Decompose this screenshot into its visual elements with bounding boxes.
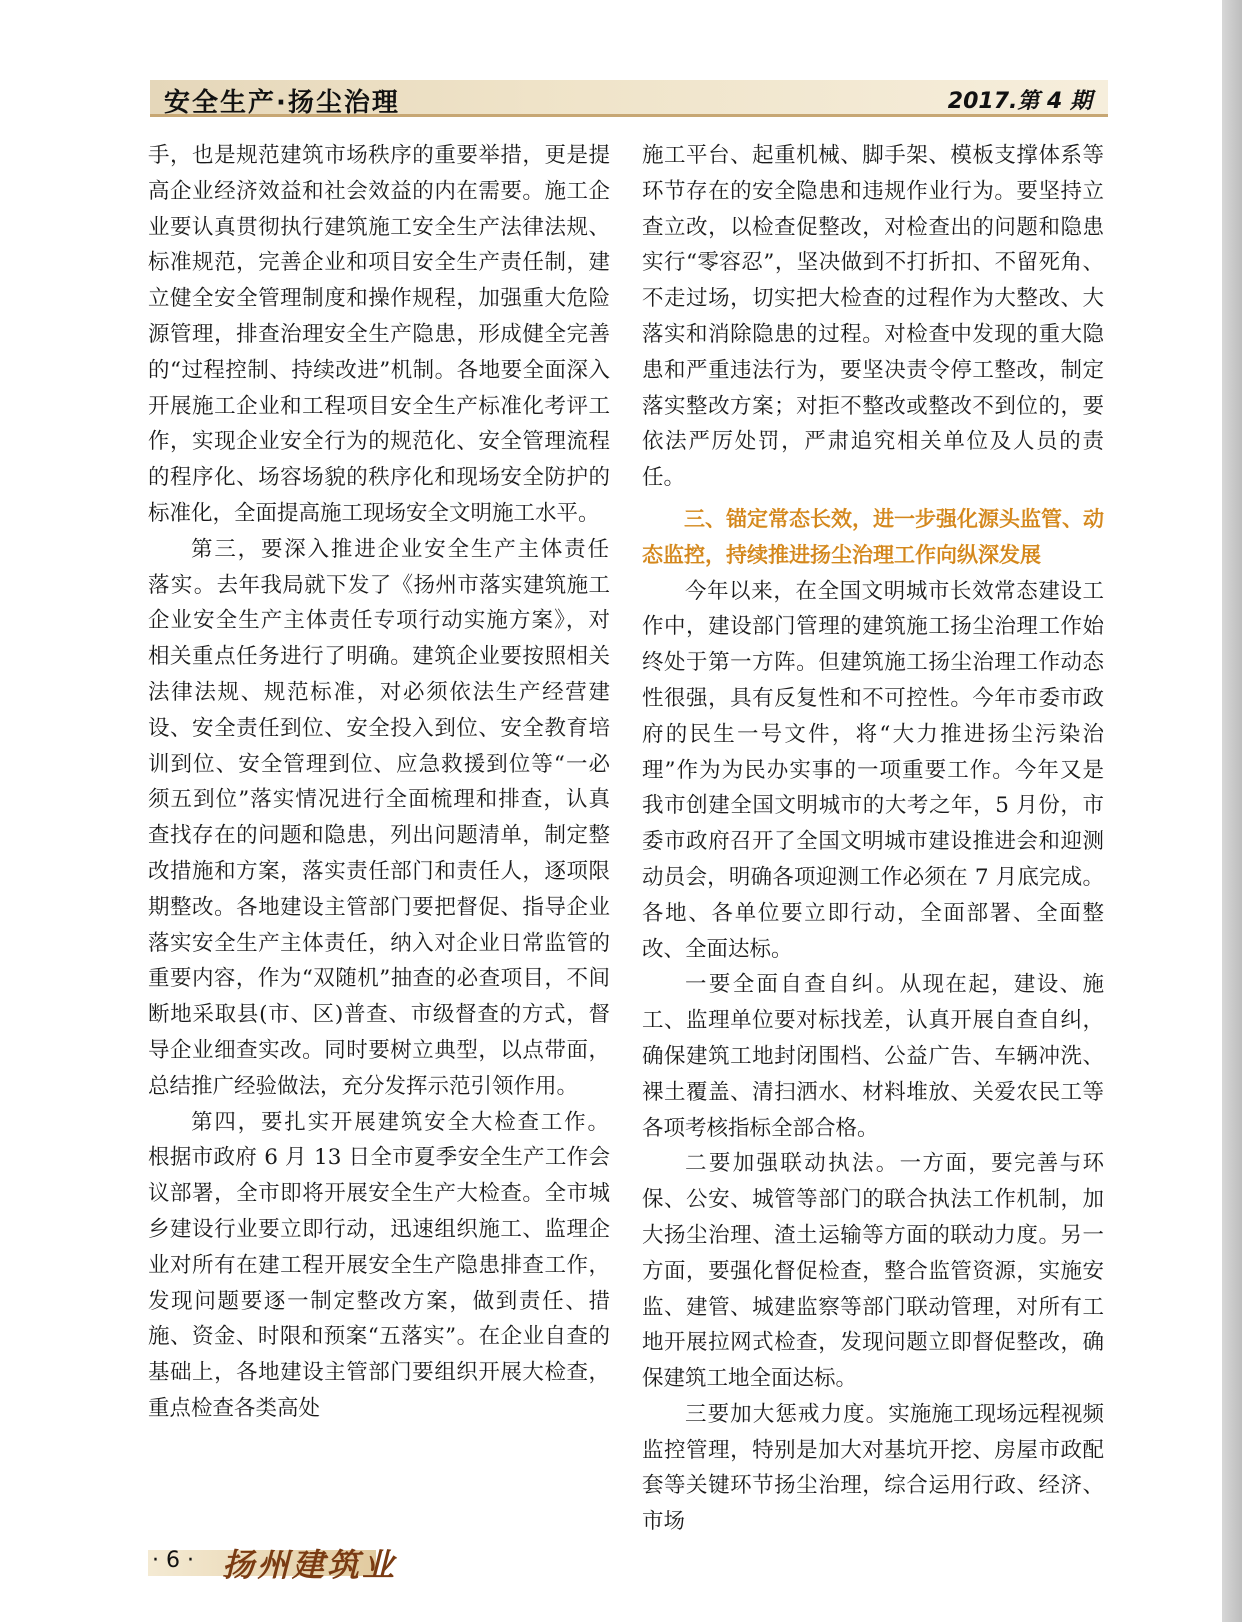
left-column — [148, 138, 610, 1427]
paragraph — [148, 1105, 610, 1427]
paragraph-body: 去年我局就下发了《扬州市落实建筑施工企业安全生产主体责任专项行动实施方案》，对相关重点任务进行了明确。建筑企业要按照相关法律法规、规范标准，对必须依法生产经营建设、安全责任到位、安全投入到位、安全教育培训到位、安全管理到位、应急救援到位等“一必须五到位”落实情况进行全面梳理和排查，认真查找存在的问题和隐患，列出问题清单，制定整改措施和方案，落实责任部门和责任人，逐项限期整改。各地建设主管部门要把督促、指导企业落实安全生产主体责任，纳入对企业日常监管的重要内容，作为“双随机”抽查的必查项目，不间断地采取县(市、区)普查、市级督查的方式，督导企业细查实改。同时要树立典型，以点带面，总结推广经验做法，充分发挥示范引领作用。 — [148, 572, 610, 1099]
section-heading: 三、锚定常态长效，进一步强化源头监管、动态监控，持续推进扬尘治理工作向纵深发展 — [642, 506, 1104, 567]
paragraph-lead: 第三，要深入推进企业安全生产主体责任落实。 — [148, 536, 610, 598]
page-edge-shadow — [1222, 0, 1242, 1622]
paragraph: 手，也是规范建筑市场秩序的重要举措，更是提高企业经济效益和社会效益的内在需要。施工企业要认真贯彻执行建筑施工安全生产法律法规、标准规范，完善企业和项目安全生产责任制，建立健全安全管理制度和操作规程，加强重大危险源管理，排查治理安全生产隐患，形成健全完善的“过程控制、持续改进”机制。各地要全面深入开展施工企业和工程项目安全生产标准化考评工作，实现企业安全行为的规范化、安全管理流程的程序化、场容场貌的秩序化和现场安全防护的标准化，全面提高施工现场安全文明施工水平。 — [148, 143, 610, 526]
magazine-logo: 扬州建筑业 — [222, 1546, 398, 1584]
paragraph-lead: 三要加大惩戒力度。 — [685, 1401, 889, 1427]
paragraph-lead: 第四，要扎实开展建筑安全大检查工作。 — [191, 1109, 610, 1135]
paragraph: 今年以来，在全国文明城市长效常态建设工作中，建设部门管理的建筑施工扬尘治理工作始终处于第一方阵。但建筑施工扬尘治理工作动态性很强，具有反复性和不可控性。今年市委市政府的民生一号文件，将“大力推进扬尘污染治理”作为为民办实事的一项重要工作。今年又是我市创建全国文明城市的大考之年，5 月份，市委市政府召开了全国文明城市建设推进会和迎测动员会，明确各项迎测工作必须在 7 月底完成。各地、各单位要立即行动，全面部署、全面整改、全面达标。 — [642, 578, 1104, 962]
paragraph-body: 实施施工现场远程视频监控管理，特别是加大对基坑开挖、房屋市政配套等关键环节扬尘治理，综合运用行政、经济、市场 — [642, 1401, 1104, 1535]
paragraph-body: 从现在起，建设、施工、监理单位要对标找差，认真开展自查自纠，确保建筑工地封闭围档、公益广告、车辆冲洗、裸土覆盖、清扫洒水、材料堆放、关爱农民工等各项考核指标全部合格。 — [642, 972, 1104, 1141]
page-number: · 6 · — [152, 1548, 194, 1573]
section-title: 安全生产·扬尘治理 — [164, 88, 400, 118]
paragraph — [148, 532, 610, 1105]
paragraph — [642, 1397, 1104, 1540]
paragraph-lead: 一要全面自查自纠。 — [685, 972, 900, 998]
paragraph-body: 根据市政府 6 月 13 日全市夏季安全生产工作会议部署，全市即将开展安全生产大检查。全市城乡建设行业要立即行动，迅速组织施工、监理企业对所有在建工程开展安全生产隐患排查工作，发现问题要逐一制定整改方案，做到责任、措施、资金、时限和预案“五落实”。在企业自查的基础上，各地建设主管部门要组织开展大检查，重点检查各类高处 — [148, 1145, 610, 1421]
page-header — [150, 80, 1108, 117]
page-footer — [148, 1544, 398, 1584]
issue-label: 2017.第 4 期 — [947, 89, 1092, 114]
paragraph — [642, 1146, 1104, 1397]
paragraph: 施工平台、起重机械、脚手架、模板支撑体系等环节存在的安全隐患和违规作业行为。要坚持立查立改，以检查促整改，对检查出的问题和隐患实行“零容忍”，坚决做到不打折扣、不留死角、不走过场，切实把大检查的过程作为大整改、大落实和消除隐患的过程。对检查中发现的重大隐患和严重违法行为，要坚决责令停工整改，制定落实整改方案；对拒不整改或整改不到位的，要依法严厉处罚，严肃追究相关单位及人员的责任。 — [642, 143, 1104, 491]
paragraph-lead: 二要加强联动执法。 — [685, 1151, 900, 1177]
paragraph-body: 一方面，要完善与环保、公安、城管等部门的联合执法工作机制，加大扬尘治理、渣土运输等方面的联动力度。另一方面，要强化督促检查，整合监管资源，实施安监、建管、城建监察等部门联动管理，对所有工地开展拉网式检查，发现问题立即督促整改，确保建筑工地全面达标。 — [642, 1151, 1104, 1392]
right-column — [642, 138, 1104, 1540]
paragraph — [642, 967, 1104, 1146]
